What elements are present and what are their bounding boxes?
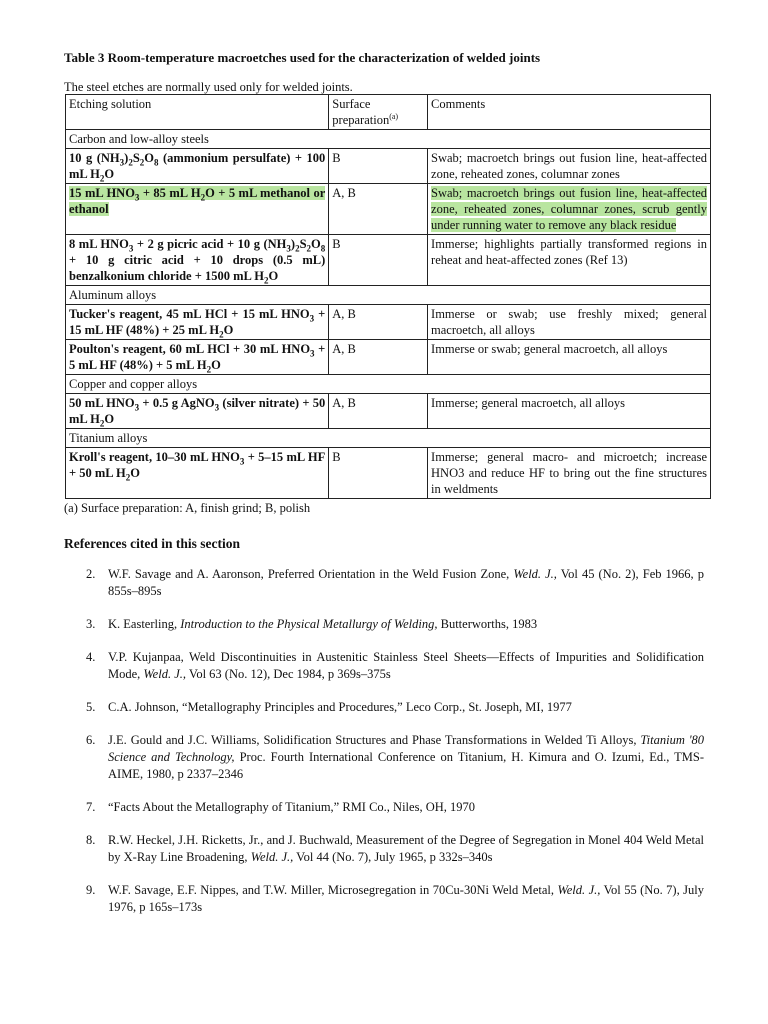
comment-cell: Immerse; general macroetch, all alloys xyxy=(428,394,711,429)
reference-number: 5. xyxy=(86,700,96,714)
category-steel: Carbon and low-alloy steels xyxy=(66,130,711,149)
table-row xyxy=(66,184,711,235)
table-row xyxy=(66,340,711,375)
etching-solution-cell: Kroll's reagent, 10–30 mL $HNO_3 + 5-15$ mL HF + 50 mL $H_2O$ xyxy=(66,448,329,499)
comment-cell: Immerse; general macro- and microetch; increase HNO3 and reduce HF to bring out the fine structures in weldments xyxy=(428,448,711,499)
table-row xyxy=(66,394,711,429)
reference-text: W.F. Savage, E.F. Nippes, and T.W. Miller, Microsegregation in 70Cu-30Ni Weld Metal, Weld. J., Vol 55 (No. 7), July 1976, p 165s–173s xyxy=(108,883,704,914)
reference-text: R.W. Heckel, J.H. Ricketts, Jr., and J. Buchwald, Measurement of the Degree of Segregation in Monel 404 Weld Metal by X-Ray Line Broadening, Weld. J., Vol 44 (No. 7), July 1965, p 332s–340s xyxy=(108,833,704,864)
category-row xyxy=(66,375,711,394)
reference-number: 3. xyxy=(86,617,96,631)
reference-text: W.F. Savage and A. Aaronson, Preferred Orientation in the Weld Fusion Zone, Weld. J., Vol 45 (No. 2), Feb 1966, p 855s–895s xyxy=(108,567,704,598)
reference-text: J.E. Gould and J.C. Williams, Solidification Structures and Phase Transformations in Welded Ti Alloys, Titanium '80 Science and Technology, Proc. Fourth International Conference on Titanium, H. Kimura and O. Izumi, Ed., TMS-AIME, 1980, p 2337–2346 xyxy=(108,733,704,781)
table-row xyxy=(66,305,711,340)
reference-number: 6. xyxy=(86,733,96,747)
reference-text: C.A. Johnson, “Metallography Principles and Procedures,” Leco Corp., St. Joseph, MI, 1977 xyxy=(108,700,572,714)
header-surface-label: Surface preparation xyxy=(332,97,390,127)
header-surface-preparation xyxy=(329,95,428,130)
reference-text: “Facts About the Metallography of Titanium,” RMI Co., Niles, OH, 1970 xyxy=(108,800,475,814)
reference-item xyxy=(64,799,712,816)
header-etching-solution: Etching solution xyxy=(66,95,329,130)
table-note: The steel etches are normally used only for welded joints. xyxy=(64,80,353,94)
reference-item xyxy=(64,832,712,866)
comment-cell-highlighted xyxy=(428,184,711,235)
comment-highlight: Swab; macroetch brings out fusion line, heat-affected zone, reheated zones, columnar zones, scrub gently under running water to remove any black residue xyxy=(431,186,707,232)
references-list xyxy=(64,566,712,916)
category-copper: Copper and copper alloys xyxy=(66,375,711,394)
category-row xyxy=(66,286,711,305)
reference-text: V.P. Kujanpaa, Weld Discontinuities in Austenitic Stainless Steel Sheets—Effects of Impurities and Solidification Mode, Weld. J., Vol 63 (No. 12), Dec 1984, p 369s–375s xyxy=(108,650,704,681)
etchants-table xyxy=(65,94,711,499)
etching-solution-cell: 50 mL $HNO_3 + 0.5$ g AgNO$_3$ (silver nitrate) + 50 mL $H_2O$ xyxy=(66,394,329,429)
table-row xyxy=(66,448,711,499)
solution-highlight: 15 mL $HNO_3 + 85$ mL $H_2O + 5$ mL methanol or ethanol xyxy=(69,186,326,216)
surface-prep-cell: A, B xyxy=(329,184,428,235)
reference-number: 9. xyxy=(86,883,96,897)
reference-item xyxy=(64,649,712,683)
table-header-row xyxy=(66,95,711,130)
header-comments: Comments xyxy=(428,95,711,130)
table-footnote: (a) Surface preparation: A, finish grind; B, polish xyxy=(64,501,311,515)
table-title: Table 3 Room-temperature macroetches used for the characterization of welded joints xyxy=(64,50,541,65)
reference-text: K. Easterling, Introduction to the Physical Metallurgy of Welding, Butterworths, 1983 xyxy=(108,617,538,631)
reference-number: 4. xyxy=(86,650,96,664)
reference-item xyxy=(64,566,712,600)
surface-prep-cell: A, B xyxy=(329,305,428,340)
surface-prep-cell: A, B xyxy=(329,340,428,375)
surface-prep-cell: B xyxy=(329,448,428,499)
reference-number: 7. xyxy=(86,800,96,814)
reference-item xyxy=(64,616,712,633)
surface-prep-cell: B xyxy=(329,149,428,184)
reference-item xyxy=(64,699,712,716)
comment-cell: Immerse; highlights partially transformed regions in reheat and heat-affected zones (Ref 13) xyxy=(428,235,711,286)
category-titanium: Titanium alloys xyxy=(66,429,711,448)
references-heading: References cited in this section xyxy=(64,536,240,551)
etching-solution-cell: 8 mL $HNO_3 + 2$ g picric acid + 10 g $(NH_3)_2S_2O_8 + 10$ g citric acid + 10 drops (0.5 mL) benzalkonium chloride + 1500 mL $H_2O$ xyxy=(66,235,329,286)
etching-solution-cell-highlighted xyxy=(66,184,329,235)
reference-number: 2. xyxy=(86,567,96,581)
comment-cell: Swab; macroetch brings out fusion line, heat-affected zone, reheated zones, columnar zones xyxy=(428,149,711,184)
etching-solution-cell: Tucker's reagent, 45 mL HCl + 15 mL $HNO_3 + 15$ mL HF (48%) + 25 mL $H_2O$ xyxy=(66,305,329,340)
document-page xyxy=(64,50,712,932)
category-aluminum: Aluminum alloys xyxy=(66,286,711,305)
surface-prep-cell: B xyxy=(329,235,428,286)
surface-prep-cell: A, B xyxy=(329,394,428,429)
category-row xyxy=(66,429,711,448)
comment-cell: Immerse or swab; use freshly mixed; general macroetch, all alloys xyxy=(428,305,711,340)
header-surface-footnote-mark: (a) xyxy=(389,111,399,121)
table-row xyxy=(66,149,711,184)
category-row xyxy=(66,130,711,149)
reference-item xyxy=(64,732,712,783)
reference-number: 8. xyxy=(86,833,96,847)
table-row xyxy=(66,235,711,286)
reference-item xyxy=(64,882,712,916)
comment-cell: Immerse or swab; general macroetch, all alloys xyxy=(428,340,711,375)
etching-solution-cell: Poulton's reagent, 60 mL HCl + 30 mL $HNO_3 + 5$ mL HF (48%) + 5 mL $H_2O$ xyxy=(66,340,329,375)
etching-solution-cell: 10 g $(NH_3)_2S_2O_8$ (ammonium persulfate) + 100 mL $H_2O$ xyxy=(66,149,329,184)
